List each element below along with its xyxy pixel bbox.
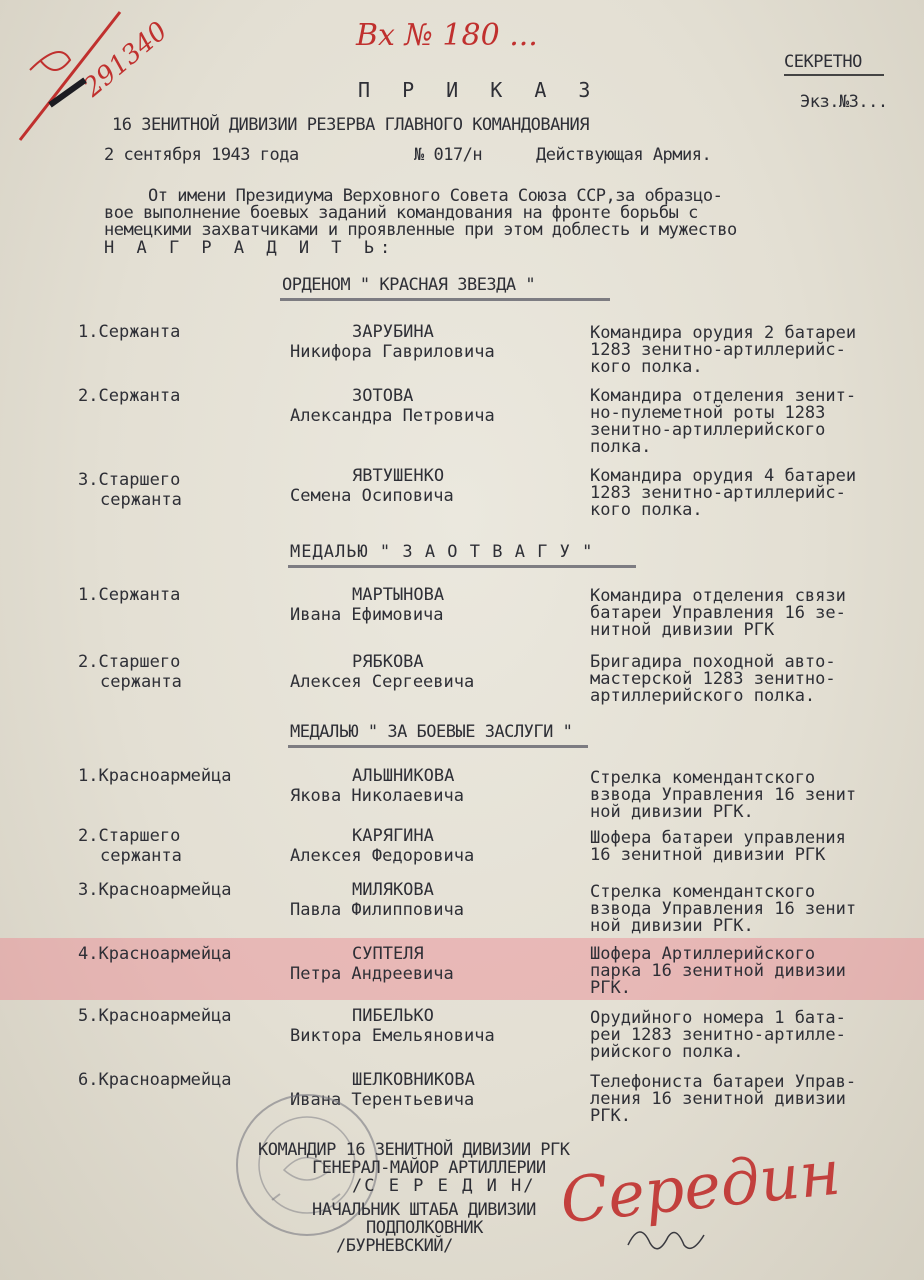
entry-name: МИЛЯКОВА Павла Филипповича [290, 880, 464, 920]
section-heading: МЕДАЛЬЮ " ЗА БОЕВЫЕ ЗАСЛУГИ " [290, 722, 573, 742]
section-heading: МЕДАЛЬЮ " З А О Т В А Г У " [290, 542, 594, 562]
secret-underline [784, 74, 884, 76]
entry-rank: 2.Старшего сержанта [78, 652, 182, 692]
order-date: 2 сентября 1943 года [104, 145, 299, 165]
entry-rank: 5.Красноармейца [78, 1006, 232, 1026]
intro-line-1: От имени Президиума Верховного Совета Союза ССР,за образцо- [148, 186, 723, 206]
entry-name: ШЕЛКОВНИКОВА Ивана Терентьевича [290, 1070, 475, 1110]
handwritten-incoming-number: Вх № 180 ... [356, 18, 538, 53]
section-heading: ОРДЕНОМ " КРАСНАЯ ЗВЕЗДА " [282, 275, 536, 295]
document-title: П Р И К А З [358, 78, 601, 102]
section-underline [288, 745, 588, 748]
entry-rank: 1.Сержанта [78, 322, 181, 342]
entry-name: СУПТЕЛЯ Петра Андреевича [290, 944, 454, 984]
entry-description: Шофера Артиллерийского парка 16 зенитной дивизии РГК. [590, 944, 846, 998]
entry-description: Командира отделения связи батареи Управления 16 зе- нитной дивизии РГК [590, 586, 846, 640]
document-subtitle: 16 ЗЕНИТНОЙ ДИВИЗИИ РЕЗЕРВА ГЛАВНОГО КОМАНДОВАНИЯ [112, 115, 590, 135]
entry-rank: 1.Сержанта [78, 585, 181, 605]
signature-chief-rank: ПОДПОЛКОВНИК [366, 1218, 483, 1238]
entry-rank: 2.Старшего сержанта [78, 826, 182, 866]
order-place: Действующая Армия. [536, 145, 712, 165]
section-underline [280, 298, 610, 301]
signature-commander-name: /С Е Р Е Д И Н/ [352, 1176, 536, 1196]
entry-name: АЛЬШНИКОВА Якова Николаевича [290, 766, 464, 806]
intro-line-2: вое выполнение боевых заданий командования на фронте борьбы с [104, 203, 698, 223]
secret-label: СЕКРЕТНО [784, 52, 862, 72]
order-number: № 017/н [414, 145, 483, 165]
handwritten-corner-number: 291340 [78, 16, 174, 103]
entry-description: Стрелка комендантского взвода Управления 16 зенит ной дивизии РГК. [590, 882, 857, 936]
entry-name: РЯБКОВА Алексея Сергеевича [290, 652, 475, 692]
signature-chief-name: /БУРНЕВСКИЙ/ [336, 1236, 453, 1256]
corner-pen-marks [0, 0, 140, 160]
entry-rank: 3.Красноармейца [78, 880, 232, 900]
copy-number: Экз.№3... [800, 92, 888, 112]
entry-description: Телефониста батареи Управ- ления 16 зенитной дивизии РГК. [590, 1072, 857, 1126]
entry-description: Командира отделения зенит- но-пулеметной роты 1283 зенитно-артиллерийского полка. [590, 386, 857, 457]
section-underline [288, 565, 636, 568]
signature-chief-title: НАЧАЛЬНИК ШТАБА ДИВИЗИИ [312, 1200, 536, 1220]
entry-name: ПИБЕЛЬКО Виктора Емельяновича [290, 1006, 495, 1046]
entry-name: ЗАРУБИНА Никифора Гавриловича [290, 322, 495, 362]
entry-name: МАРТЫНОВА Ивана Ефимовича [290, 585, 445, 625]
entry-rank: 2.Сержанта [78, 386, 181, 406]
handwritten-signature-pencil [620, 1215, 710, 1265]
entry-rank: 4.Красноармейца [78, 944, 232, 964]
entry-description: Стрелка комендантского взвода Управления 16 зенит ной дивизии РГК. [590, 768, 857, 822]
award-word: Н А Г Р А Д И Т Ь: [104, 238, 397, 258]
entry-description: Командира орудия 4 батареи 1283 зенитно-артиллерийс- кого полка. [590, 466, 857, 520]
entry-rank: 1.Красноармейца [78, 766, 232, 786]
entry-description: Командира орудия 2 батареи 1283 зенитно-артиллерийс- кого полка. [590, 323, 857, 377]
intro-line-3: немецкими захватчиками и проявленные при этом доблесть и мужество [104, 220, 737, 240]
entry-rank: 3.Старшего сержанта [78, 470, 182, 510]
entry-rank: 6.Красноармейца [78, 1070, 232, 1090]
entry-name: ЗОТОВА Александра Петровича [290, 386, 495, 426]
entry-description: Бригадира походной авто- мастерской 1283 зенитно- артиллерийского полка. [590, 652, 836, 706]
entry-name: КАРЯГИНА Алексея Федоровича [290, 826, 475, 866]
handwritten-signature-red: Середин [556, 1135, 844, 1238]
entry-description: Шофера батареи управления 16 зенитной дивизии РГК [590, 828, 846, 865]
signature-commander-title: КОМАНДИР 16 ЗЕНИТНОЙ ДИВИЗИИ РГК [258, 1140, 570, 1160]
signature-commander-rank: ГЕНЕРАЛ-МАЙОР АРТИЛЛЕРИИ [312, 1158, 546, 1178]
entry-name: ЯВТУШЕНКО Семена Осиповича [290, 466, 454, 506]
entry-description: Орудийного номера 1 бата- реи 1283 зенитно-артилле- рийского полка. [590, 1008, 846, 1062]
